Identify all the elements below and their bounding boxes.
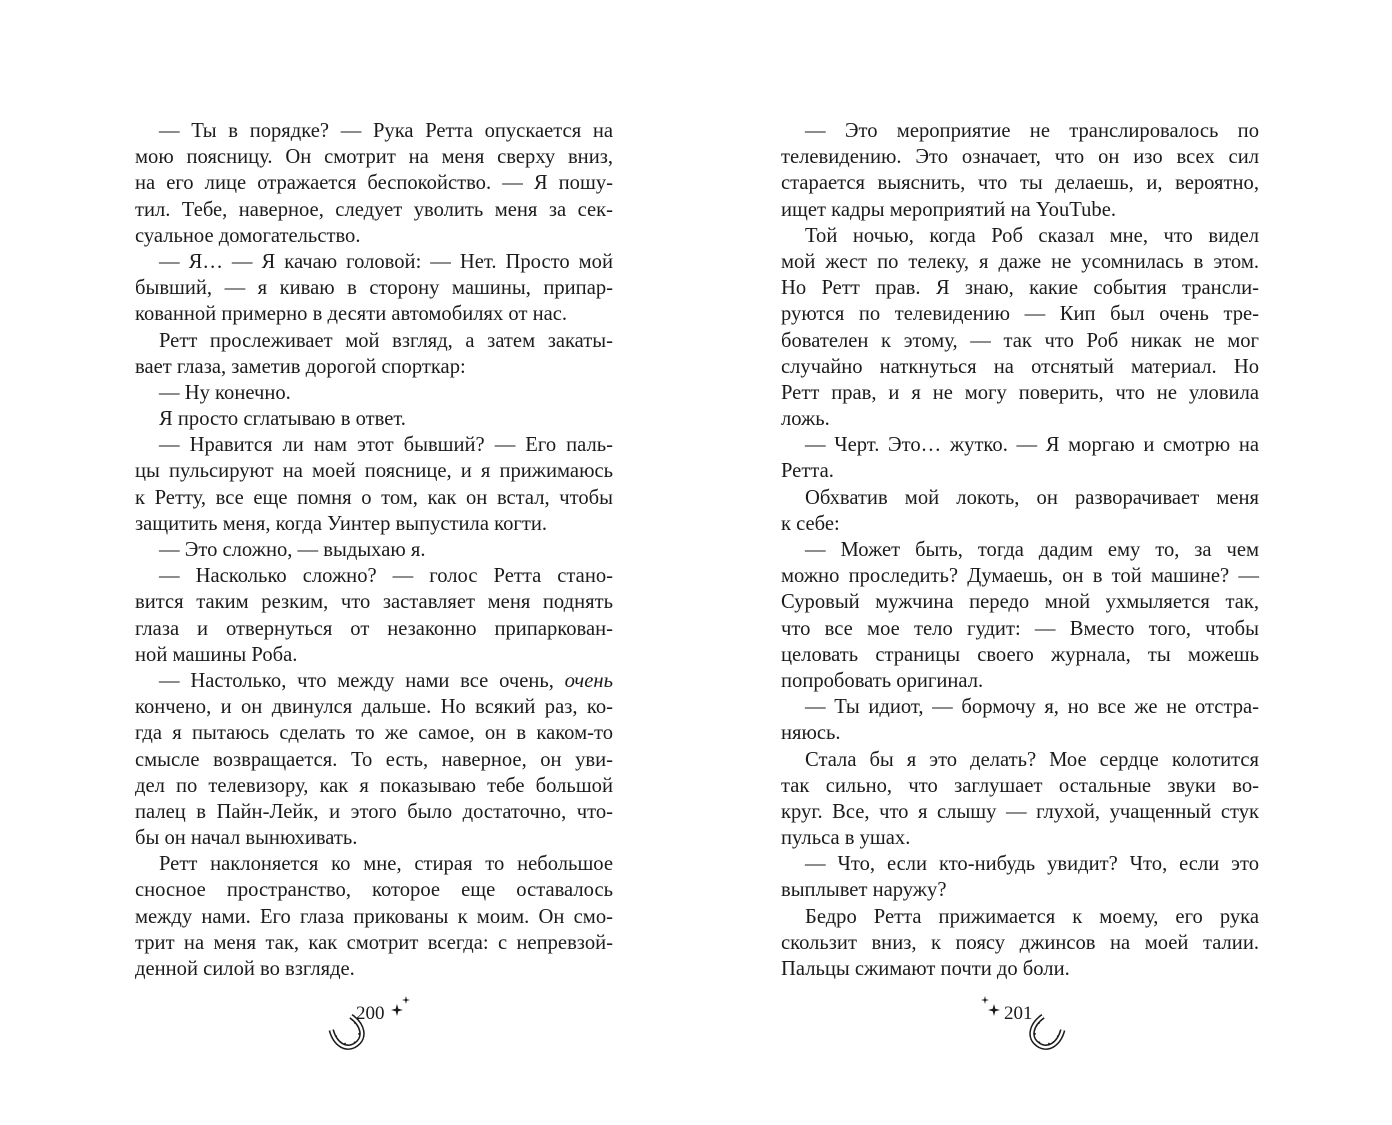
- text-line: Бедро Ретта прижимается к моему, его рука: [805, 905, 1259, 928]
- text-line: трит на меня так, как смотрит всегда: с непревзой-: [135, 931, 613, 954]
- text-line: Той ночью, когда Роб сказал мне, что видел: [805, 224, 1259, 247]
- left-folio: [328, 995, 418, 1055]
- text-line: — Черт. Это… жутко. — Я моргаю и смотрю на: [805, 434, 1259, 457]
- text-line: — Нравится ли нам этот бывший? — Его паль-: [159, 434, 613, 457]
- left-page-text: [135, 118, 613, 982]
- text-line: вает глаза, заметив дорогой спорткар:: [135, 355, 466, 378]
- text-line: ной машины Роба.: [135, 643, 298, 666]
- text-line: скользит вниз, к поясу джинсов на моей талии.: [781, 931, 1259, 954]
- text-line: защитить меня, когда Уинтер выпустила когти.: [135, 512, 547, 535]
- text-line: — Это мероприятие не транслировалось по: [805, 120, 1259, 142]
- text-line: целовать страницы своего журнала, ты можешь: [781, 643, 1259, 666]
- text-line: Суровый мужчина передо мной ухмыляется так,: [781, 591, 1259, 614]
- text-line: бывший, — я киваю в сторону машины, припар-: [135, 277, 613, 300]
- text-line: — Настолько, что между нами все очень, очень: [159, 669, 613, 692]
- text-line: кованной примерно в десяти автомобилях от нас.: [135, 303, 568, 326]
- text-line: — Ну конечно.: [159, 381, 291, 404]
- text-line: телевидению. Это означает, что он изо всех сил: [781, 146, 1259, 169]
- text-line: случайно наткнуться на отснятый материал. Но: [781, 355, 1259, 378]
- text-line: старается выяснить, что ты делаешь, и, вероятно,: [781, 172, 1259, 195]
- text-line: — Это сложно, — выдыхаю я.: [159, 539, 426, 561]
- right-folio: [975, 995, 1070, 1055]
- text-line: Я просто сглатываю в ответ.: [159, 408, 406, 431]
- text-line: Стала бы я это делать? Мое сердце колотится: [805, 748, 1259, 771]
- text-line: пульса в ушах.: [781, 827, 911, 850]
- text-line: Ретт наклоняется ко мне, стирая то небольшое: [159, 853, 613, 876]
- text-line: — Ты идиот, — бормочу я, но все же не отстра-: [805, 696, 1259, 719]
- text-line: Ретт прослеживает мой взгляд, а затем закаты-: [159, 329, 613, 352]
- page-number: 200: [356, 1003, 385, 1024]
- text-line: Но Ретт прав. Я знаю, какие события трансли-: [781, 277, 1259, 300]
- text-line: так сильно, что заглушает остальные звуки во-: [781, 774, 1259, 797]
- text-line: круг. Все, что я слышу — глухой, учащенный стук: [781, 800, 1259, 823]
- text-line: Ретт прав, и я не могу поверить, что не уловила: [781, 381, 1259, 404]
- text-line: ложь.: [781, 408, 830, 431]
- text-line: — Насколько сложно? — голос Ретта стано-: [159, 565, 613, 588]
- text-line: Пальцы сжимают почти до боли.: [781, 958, 1070, 980]
- text-line: кончено, и он двинулся дальше. Но всякий раз, ко-: [135, 696, 613, 719]
- text-line: между нами. Его глаза прикованы к моим. Он смо-: [135, 905, 613, 928]
- sparkle-icon: [390, 995, 412, 1021]
- text-line: бы он начал вынюхивать.: [135, 827, 358, 850]
- text-line: к себе:: [781, 512, 840, 535]
- text-line: — Может быть, тогда дадим ему то, за чем: [805, 539, 1259, 561]
- text-line: денной силой во взгляде.: [135, 958, 355, 980]
- text-line: глаза и отвернуться от незаконно припаркован-: [135, 617, 613, 640]
- text-line: — Ты в порядке? — Рука Ретта опускается на: [159, 120, 613, 142]
- text-line: что все мое тело гудит: — Вместо того, чтобы: [781, 617, 1259, 640]
- page-number: 201: [1004, 1003, 1033, 1024]
- text-line: вится таким резким, что заставляет меня поднять: [135, 591, 613, 614]
- text-line: бователен к этому, — так что Роб никак не мог: [781, 329, 1259, 352]
- text-line: — Что, если кто-нибудь увидит? Что, если это: [805, 853, 1259, 876]
- text-line: няюсь.: [781, 722, 841, 745]
- text-line: суальное домогательство.: [135, 224, 361, 247]
- horseshoe-icon: [1026, 1013, 1066, 1053]
- text-line: мою поясницу. Он смотрит на меня сверху вниз,: [135, 146, 613, 169]
- text-line: смысле возвращается. То есть, наверное, он уви-: [135, 748, 613, 771]
- text-line: гда я пытаюсь сделать то же самое, он в каком-то: [135, 722, 613, 745]
- right-page-text: [781, 118, 1259, 982]
- text-line: дел по телевизору, как я показываю тебе большой: [135, 774, 613, 797]
- text-line: Ретта.: [781, 460, 834, 483]
- text-line: к Ретту, все еще помня о том, как он встал, чтобы: [135, 486, 613, 509]
- text-line: попробовать оригинал.: [781, 669, 984, 692]
- sparkle-icon: [979, 995, 1001, 1021]
- text-line: Обхватив мой локоть, он разворачивает меня: [805, 486, 1259, 509]
- text-line: на его лице отражается беспокойство. — Я пошу-: [135, 172, 613, 195]
- text-line: — Я… — Я качаю головой: — Нет. Просто мой: [159, 250, 613, 273]
- text-line: сносное пространство, которое еще оставалось: [135, 879, 613, 902]
- text-line: палец в Пайн-Лейк, и этого было достаточно, что-: [135, 800, 613, 823]
- text-line: мой жест по телеку, я даже не усомнилась в этом.: [781, 250, 1259, 273]
- text-line: ищет кадры мероприятий на YouTube.: [781, 198, 1116, 221]
- text-line: руются по телевидению — Кип был очень тре-: [781, 303, 1259, 326]
- text-line: цы пульсируют на моей пояснице, и я прижимаюсь: [135, 460, 613, 483]
- text-line: можно проследить? Думаешь, он в той машине? —: [781, 565, 1259, 588]
- text-line: выплывет наружу?: [781, 879, 947, 902]
- text-line: тил. Тебе, наверное, следует уволить меня за сек-: [135, 198, 613, 221]
